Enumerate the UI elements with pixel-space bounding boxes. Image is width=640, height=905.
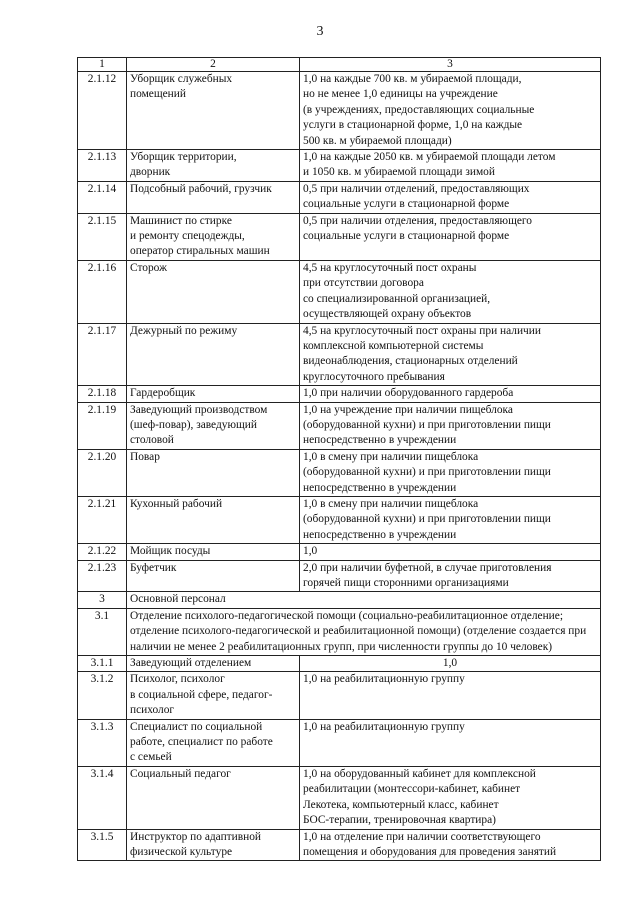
position-name: Повар bbox=[127, 449, 300, 496]
table-row bbox=[78, 719, 601, 766]
header-row bbox=[78, 58, 601, 72]
row-number: 2.1.15 bbox=[78, 213, 127, 260]
staffing-norm: 1,0 на каждые 700 кв. м убираемой площади, но не менее 1,0 единицы на учреждение (в учреждениях, предоставляющих социальные услуги в стационарной форме, 1,0 на каждые 500 кв. м убираемой площади) bbox=[300, 72, 601, 150]
table-row bbox=[78, 829, 601, 861]
row-number: 2.1.22 bbox=[78, 544, 127, 560]
position-name: Специалист по социальной работе, специалист по работе с семьей bbox=[127, 719, 300, 766]
row-number: 3.1.4 bbox=[78, 766, 127, 829]
table-row bbox=[78, 449, 601, 496]
row-number: 2.1.16 bbox=[78, 260, 127, 323]
column-header-2: 2 bbox=[127, 58, 300, 72]
section-row bbox=[78, 592, 601, 608]
row-number: 3.1.2 bbox=[78, 672, 127, 719]
position-name: Уборщик служебных помещений bbox=[127, 72, 300, 150]
row-number: 2.1.13 bbox=[78, 150, 127, 182]
staffing-norm: 1,0 bbox=[300, 544, 601, 560]
position-name: Инструктор по адаптивной физической культуре bbox=[127, 829, 300, 861]
staffing-norm: 1,0 на учреждение при наличии пищеблока (оборудованной кухни) и при приготовлении пищи непосредственно в учреждении bbox=[300, 402, 601, 449]
table-row bbox=[78, 766, 601, 829]
position-name: Буфетчик bbox=[127, 560, 300, 592]
position-name: Заведующий отделением bbox=[127, 656, 300, 672]
position-name: Заведующий производством (шеф-повар), заведующий столовой bbox=[127, 402, 300, 449]
row-number: 3.1.1 bbox=[78, 656, 127, 672]
table-row bbox=[78, 213, 601, 260]
staffing-norm: 4,5 на круглосуточный пост охраны при отсутствии договора со специализированной организацией, осуществляющей охрану объектов bbox=[300, 260, 601, 323]
table-row bbox=[78, 544, 601, 560]
subsection-description: Отделение психолого-педагогической помощи (социально-реабилитационное отделение; отделение психолого-педагогической и реабилитационной помощи) (отделение создается при наличии не менее 2 реабилитационных групп, при численности группы до 10 человек) bbox=[127, 608, 601, 655]
staffing-norm: 1,0 на реабилитационную группу bbox=[300, 719, 601, 766]
staffing-norm: 1,0 в смену при наличии пищеблока (оборудованной кухни) и при приготовлении пищи непосредственно в учреждении bbox=[300, 449, 601, 496]
table-row bbox=[78, 560, 601, 592]
subsection-row bbox=[78, 608, 601, 655]
table-row bbox=[78, 386, 601, 402]
column-header-1: 1 bbox=[78, 58, 127, 72]
staffing-norm: 1,0 в смену при наличии пищеблока (оборудованной кухни) и при приготовлении пищи непосредственно в учреждении bbox=[300, 496, 601, 543]
staffing-norm: 2,0 при наличии буфетной, в случае приготовления горячей пищи сторонними организациями bbox=[300, 560, 601, 592]
row-number: 2.1.23 bbox=[78, 560, 127, 592]
position-name: Уборщик территории, дворник bbox=[127, 150, 300, 182]
table-row bbox=[78, 672, 601, 719]
position-name: Психолог, психолог в социальной сфере, педагог- психолог bbox=[127, 672, 300, 719]
position-name: Гардеробщик bbox=[127, 386, 300, 402]
row-number: 2.1.21 bbox=[78, 496, 127, 543]
staffing-norm: 4,5 на круглосуточный пост охраны при наличии комплексной компьютерной системы видеонаблюдения, стационарных отделений круглосуточного пребывания bbox=[300, 323, 601, 386]
row-number: 2.1.12 bbox=[78, 72, 127, 150]
staffing-table bbox=[77, 57, 601, 861]
table-row bbox=[78, 260, 601, 323]
table-row bbox=[78, 496, 601, 543]
position-name: Дежурный по режиму bbox=[127, 323, 300, 386]
row-number: 2.1.19 bbox=[78, 402, 127, 449]
staffing-norm: 1,0 на каждые 2050 кв. м убираемой площади летом и 1050 кв. м убираемой площади зимой bbox=[300, 150, 601, 182]
table-row bbox=[78, 402, 601, 449]
staffing-norm: 1,0 на оборудованный кабинет для комплексной реабилитации (монтессори-кабинет, кабинет Лекотека, компьютерный класс, кабинет БОС-терапии, тренировочная квартира) bbox=[300, 766, 601, 829]
position-name: Социальный педагог bbox=[127, 766, 300, 829]
row-number: 2.1.14 bbox=[78, 181, 127, 213]
section-number: 3 bbox=[78, 592, 127, 608]
table-row bbox=[78, 656, 601, 672]
position-name: Мойщик посуды bbox=[127, 544, 300, 560]
staffing-norm: 1,0 bbox=[300, 656, 601, 672]
subsection-number: 3.1 bbox=[78, 608, 127, 655]
section-title: Основной персонал bbox=[127, 592, 601, 608]
row-number: 2.1.20 bbox=[78, 449, 127, 496]
staffing-norm: 1,0 на отделение при наличии соответствующего помещения и оборудования для проведения занятий bbox=[300, 829, 601, 861]
page-number: 3 bbox=[316, 24, 324, 39]
column-header-3: 3 bbox=[300, 58, 601, 72]
staffing-norm: 0,5 при наличии отделения, предоставляющего социальные услуги в стационарной форме bbox=[300, 213, 601, 260]
position-name: Сторож bbox=[127, 260, 300, 323]
table-row bbox=[78, 72, 601, 150]
position-name: Подсобный рабочий, грузчик bbox=[127, 181, 300, 213]
row-number: 3.1.5 bbox=[78, 829, 127, 861]
table-row bbox=[78, 323, 601, 386]
position-name: Кухонный рабочий bbox=[127, 496, 300, 543]
row-number: 3.1.3 bbox=[78, 719, 127, 766]
position-name: Машинист по стирке и ремонту спецодежды, оператор стиральных машин bbox=[127, 213, 300, 260]
table-row bbox=[78, 181, 601, 213]
staffing-norm: 0,5 при наличии отделений, предоставляющих социальные услуги в стационарной форме bbox=[300, 181, 601, 213]
staffing-norm: 1,0 при наличии оборудованного гардероба bbox=[300, 386, 601, 402]
row-number: 2.1.18 bbox=[78, 386, 127, 402]
row-number: 2.1.17 bbox=[78, 323, 127, 386]
staffing-norm: 1,0 на реабилитационную группу bbox=[300, 672, 601, 719]
table-row bbox=[78, 150, 601, 182]
